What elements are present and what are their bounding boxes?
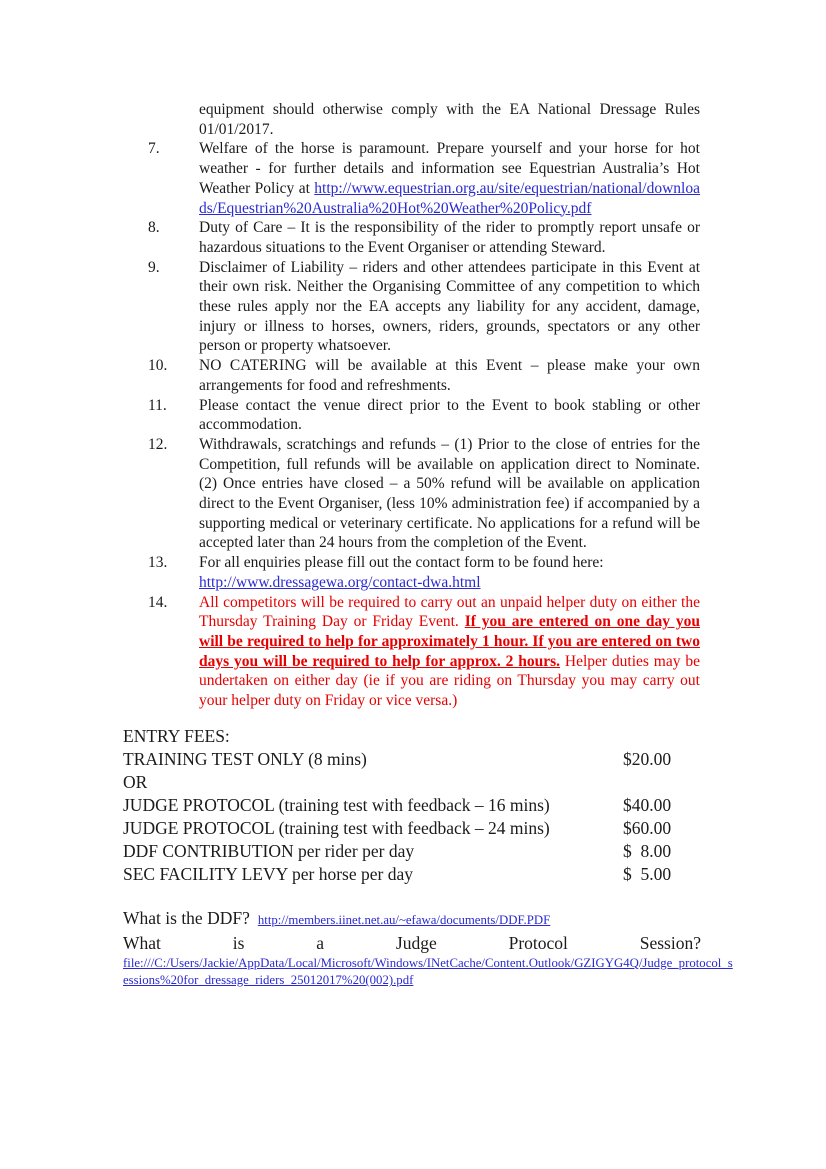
fee-row [123,840,701,863]
item-number: 14. [148,593,168,611]
fee-row [123,725,701,748]
item-number: 12. [148,435,168,453]
list-item [123,218,701,257]
item-number: 8. [148,219,160,237]
fee-row [123,748,701,771]
item-text [199,100,700,139]
text-segment: For all enquiries please fill out the contact form to be found here: [199,554,604,572]
list-item [123,553,701,592]
fee-label: OR [123,771,148,792]
fee-label: JUDGE PROTOCOL (training test with feedback – 24 mins) [123,817,550,838]
item-number: 7. [148,140,160,158]
footer-links [123,907,733,990]
text-segment: NO CATERING will be available at this Event – please make your own arrangements for food and refreshments. [199,357,700,394]
fee-amount: $ 5.00 [623,863,672,884]
list-item [123,100,701,139]
item-text [199,593,700,711]
fee-row [123,863,701,886]
list-item [123,435,701,553]
ddf-link[interactable]: http://members.iinet.net.au/~efawa/documents/DDF.PDF [257,912,551,927]
text-segment: All competitors will be required to carry out an unpaid helper duty on either the Thursday Training Day or Friday Event. [199,593,700,631]
item-number: 10. [148,357,168,375]
item-text [199,553,700,592]
list-item [123,139,701,218]
list-item [123,593,701,711]
fee-label: DDF CONTRIBUTION per rider per day [123,840,415,861]
ddf-question-row [123,907,701,932]
fee-label: ENTRY FEES: [123,725,230,746]
text-segment: Helper duties may be undertaken on either day (ie if you are riding on Thursday you may carry out your helper duty on Friday or vice versa.) [199,652,700,710]
fee-amount: $40.00 [623,794,672,815]
text-segment: Withdrawals, scratchings and refunds – (1) Prior to the close of entries for the Competition, full refunds will be available on application direct to Nominate. (2) Once entries have closed – a 50% refund will be available on application direct to the Event Organiser, (less 10% administration fee) if accompanied by a supporting medical or veterinary certificate. No applications for a refund will be accepted later than 24 hours from the completion of the Event. [199,435,700,552]
rules-list [123,100,701,711]
text-segment: If you are entered on one day you will be required to help for approximately 1 hour. If you are entered on two days you will be required to help for approx. 2 hours. [199,613,700,670]
fee-row [123,771,701,794]
item-text [199,435,700,553]
text-segment: Welfare of the horse is paramount. Prepare yourself and your horse for hot weather - for further details and information see Equestrian Australia’s Hot Weather Policy at [199,140,700,197]
item-text [199,139,700,218]
fee-amount: $ 8.00 [623,840,672,861]
text-segment: Disclaimer of Liability – riders and other attendees participate in this Event at their own risk. Neither the Organising Committee of any competition to which these rules apply nor the EA accepts any liability for any accident, damage, injury or illness to horses, owners, riders, grounds, spectators or any other person or property whatsoever. [199,258,700,355]
item-text [199,396,700,435]
item-number: 11. [148,396,167,414]
item-text [199,356,700,395]
fee-label: SEC FACILITY LEVY per horse per day [123,863,413,884]
entry-fees-list [123,725,701,886]
judge-protocol-question: What is a Judge Protocol Session? [123,932,701,953]
list-item [123,258,701,357]
fee-amount: $60.00 [623,817,672,838]
hyperlink[interactable]: http://www.equestrian.org.au/site/equestrian/national/downloads/Equestrian%20Australia%20Hot%20Weather%20Policy.pdf [199,179,700,217]
ddf-question: What is the DDF? [123,907,250,928]
item-text [199,218,700,257]
item-number: 13. [148,554,168,572]
list-item [123,356,701,395]
fee-row [123,794,701,817]
list-item [123,396,701,435]
hyperlink[interactable]: http://www.dressagewa.org/contact-dwa.html [199,573,481,591]
fee-amount: $20.00 [623,748,672,769]
judge-protocol-link[interactable]: file:///C:/Users/Jackie/AppData/Local/Microsoft/Windows/INetCache/Content.Outlook/GZIGYG4Q/Judge_protocol_sessions%20for_dressage_riders_25012017%20(002).pdf [123,955,733,988]
fee-label: TRAINING TEST ONLY (8 mins) [123,748,367,769]
text-segment: Please contact the venue direct prior to the Event to book stabling or other accommodation. [199,396,700,434]
fee-label: JUDGE PROTOCOL (training test with feedback – 16 mins) [123,794,550,815]
text-segment: equipment should otherwise comply with the EA National Dressage Rules 01/01/2017. [199,101,700,138]
item-number: 9. [148,258,160,276]
item-text [199,258,700,357]
fee-row [123,817,701,840]
text-segment: Duty of Care – It is the responsibility of the rider to promptly report unsafe or hazardous situations to the Event Organiser or attending Steward. [199,219,700,256]
